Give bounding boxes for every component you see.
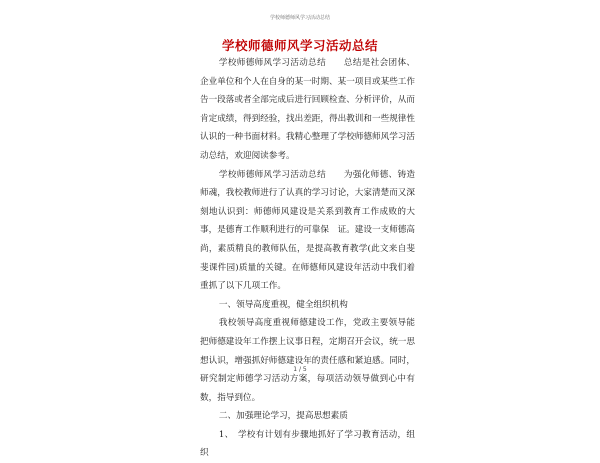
document-title: 学校师德师风学习活动总结 — [221, 38, 378, 53]
section-heading-2: 二、加强理论学习，提高思想素质 — [218, 411, 348, 422]
paragraph-leadership: 我校领导高度重视师德建设工作，党政主要领导能把师德建设年工作摆上议事日程，定期召开会议，统一思想认识，增强抓好师德建设年的责任感和紧迫感。同时，研究制定师德学习活动方案，每项活动领导做到心中有数，指导到位。 — [200, 318, 415, 403]
paragraph-intro: 学校师德师风学习活动总结 总结是社会团体、企业单位和个人在自身的某一时期、某一项目或某些工作告一段落或者全部完成后进行回顾检查、分析评价，从而肯定成绩，得到经验，找出差距，得出教训和一些规律性认识的一种书面材料。我精心整理了学校师德师风学习活动总结，欢迎阅读参考。 — [200, 58, 415, 161]
paragraph-overview: 学校师德师风学习活动总结 为强化师德、铸造师魂，我校教师进行了认真的学习讨论，大家清楚而又深刻地认识到：师德师风建设是关系到教育工作成败的大事，是德育工作顺利进行的可靠保 证。建设一支师德高尚，素质精良的教师队伍，是提高教育教学(此文来自斐斐课件园)质量的关键。在师德师风建设年活动中我们着重抓了以下几项工作。 — [200, 169, 415, 292]
document-body — [200, 54, 415, 463]
section-heading-1: 一、领导高度重视，健全组织机构 — [218, 299, 348, 310]
running-header: 学校师德师风学习活动总结 — [269, 15, 330, 21]
page-number: 1 / 5 — [293, 366, 307, 373]
paragraph-study-item-1: 1、 学校有计划有步骤地抓好了学习教育活动，组织 — [200, 429, 415, 459]
